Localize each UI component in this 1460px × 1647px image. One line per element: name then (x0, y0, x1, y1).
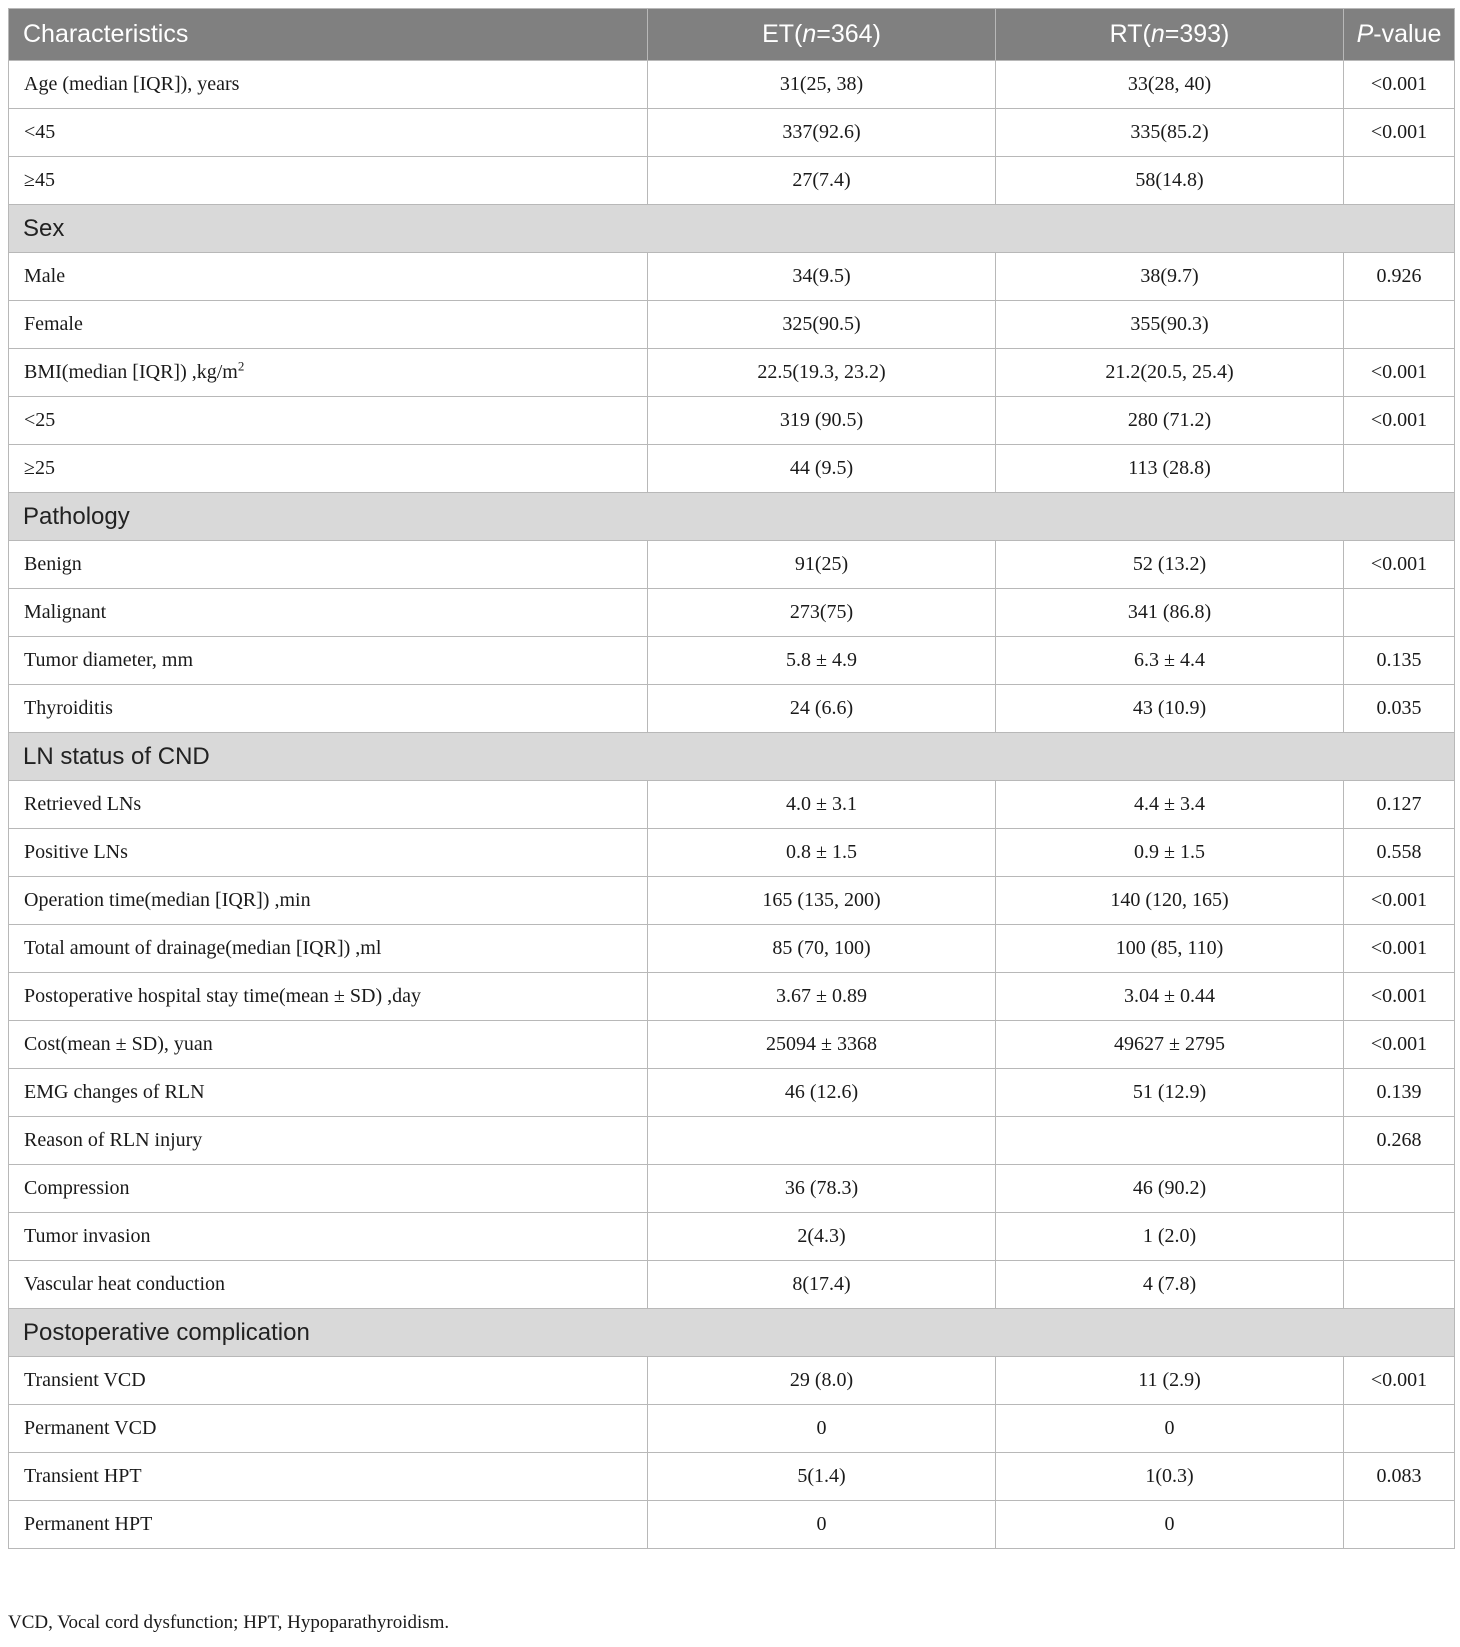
row-label-cell (9, 1405, 648, 1453)
p-value-cell (1344, 301, 1455, 349)
table-row (9, 397, 1455, 445)
row-label: Total amount of drainage(median [IQR]) ,ml (24, 937, 382, 959)
rt-value-cell: 52 (13.2) (996, 541, 1344, 589)
row-label: Tumor invasion (24, 1225, 151, 1247)
table-body (9, 61, 1455, 1549)
header-p-value (1344, 9, 1455, 61)
et-value-cell: 337(92.6) (648, 109, 996, 157)
row-label-cell (9, 253, 648, 301)
p-value-cell: 0.083 (1344, 1453, 1455, 1501)
row-label: Compression (24, 1177, 130, 1199)
et-value-cell: 91(25) (648, 541, 996, 589)
row-label: Cost(mean ± SD), yuan (24, 1033, 213, 1055)
row-label-cell (9, 397, 648, 445)
row-label: Benign (24, 553, 82, 575)
header-et (648, 9, 996, 61)
row-label-cell (9, 1357, 648, 1405)
header-characteristics: Characteristics (9, 9, 648, 61)
rt-value-cell: 49627 ± 2795 (996, 1021, 1344, 1069)
p-value-cell (1344, 589, 1455, 637)
p-value-cell: <0.001 (1344, 1357, 1455, 1405)
rt-value-cell: 46 (90.2) (996, 1165, 1344, 1213)
table-row (9, 637, 1455, 685)
row-label-cell (9, 541, 648, 589)
table-row (9, 1501, 1455, 1549)
p-value-cell: <0.001 (1344, 925, 1455, 973)
row-label: Female (24, 313, 83, 335)
table-row (9, 445, 1455, 493)
table-row (9, 1453, 1455, 1501)
p-value-cell: 0.926 (1344, 253, 1455, 301)
table-row (9, 1405, 1455, 1453)
header-rt (996, 9, 1344, 61)
table-header (9, 9, 1455, 61)
section-heading: Sex (9, 205, 1455, 253)
row-label: Operation time(median [IQR]) ,min (24, 889, 311, 911)
et-value-cell: 29 (8.0) (648, 1357, 996, 1405)
table-footnote: VCD, Vocal cord dysfunction; HPT, Hypoparathyroidism. (8, 1612, 450, 1633)
rt-value-cell (996, 1117, 1344, 1165)
section-heading: Pathology (9, 493, 1455, 541)
row-label: Tumor diameter, mm (24, 649, 194, 671)
header-et-prefix: ET( (762, 20, 803, 48)
row-label: Transient HPT (24, 1465, 142, 1487)
rt-value-cell: 4.4 ± 3.4 (996, 781, 1344, 829)
table-row (9, 685, 1455, 733)
p-value-cell (1344, 445, 1455, 493)
row-label-cell (9, 1261, 648, 1309)
p-value-cell: 0.135 (1344, 637, 1455, 685)
section-row (9, 493, 1455, 541)
table-row (9, 541, 1455, 589)
p-value-cell (1344, 1405, 1455, 1453)
header-et-n: n (802, 20, 817, 48)
p-value-cell (1344, 1501, 1455, 1549)
et-value-cell: 27(7.4) (648, 157, 996, 205)
table-row (9, 1021, 1455, 1069)
header-p-suffix: -value (1373, 20, 1442, 48)
et-value-cell: 3.67 ± 0.89 (648, 973, 996, 1021)
et-value-cell: 0 (648, 1501, 996, 1549)
row-label: <25 (24, 409, 56, 431)
characteristics-table-container (8, 8, 1454, 1549)
table-row (9, 877, 1455, 925)
header-rt-n: n (1150, 20, 1165, 48)
et-value-cell: 46 (12.6) (648, 1069, 996, 1117)
et-value-cell: 22.5(19.3, 23.2) (648, 349, 996, 397)
et-value-cell: 325(90.5) (648, 301, 996, 349)
row-label-cell (9, 1117, 648, 1165)
et-value-cell: 5.8 ± 4.9 (648, 637, 996, 685)
row-label-cell (9, 781, 648, 829)
et-value-cell: 8(17.4) (648, 1261, 996, 1309)
table-row (9, 925, 1455, 973)
row-label: ≥25 (24, 457, 55, 479)
table-row (9, 1261, 1455, 1309)
table-row (9, 301, 1455, 349)
characteristics-table (8, 8, 1455, 1549)
rt-value-cell: 51 (12.9) (996, 1069, 1344, 1117)
table-row (9, 253, 1455, 301)
et-value-cell: 36 (78.3) (648, 1165, 996, 1213)
rt-value-cell: 341 (86.8) (996, 589, 1344, 637)
p-value-cell: 0.558 (1344, 829, 1455, 877)
p-value-cell: <0.001 (1344, 109, 1455, 157)
p-value-cell: <0.001 (1344, 1021, 1455, 1069)
et-value-cell: 5(1.4) (648, 1453, 996, 1501)
row-label: Permanent VCD (24, 1417, 157, 1439)
rt-value-cell: 100 (85, 110) (996, 925, 1344, 973)
rt-value-cell: 0 (996, 1405, 1344, 1453)
row-label: Male (24, 265, 66, 287)
row-label-cell (9, 109, 648, 157)
row-label: Reason of RLN injury (24, 1129, 203, 1151)
header-rt-prefix: RT( (1109, 20, 1151, 48)
row-label: Thyroiditis (24, 697, 113, 719)
rt-value-cell: 11 (2.9) (996, 1357, 1344, 1405)
p-value-cell: <0.001 (1344, 349, 1455, 397)
p-value-cell: 0.035 (1344, 685, 1455, 733)
p-value-cell: 0.127 (1344, 781, 1455, 829)
section-heading: Postoperative complication (9, 1309, 1455, 1357)
et-value-cell: 0 (648, 1405, 996, 1453)
rt-value-cell: 43 (10.9) (996, 685, 1344, 733)
et-value-cell: 24 (6.6) (648, 685, 996, 733)
row-label: Postoperative hospital stay time(mean ± SD) ,day (24, 985, 422, 1007)
section-heading: LN status of CND (9, 733, 1455, 781)
row-label-cell (9, 301, 648, 349)
rt-value-cell: 21.2(20.5, 25.4) (996, 349, 1344, 397)
p-value-cell: <0.001 (1344, 61, 1455, 109)
p-value-cell (1344, 157, 1455, 205)
section-row (9, 1309, 1455, 1357)
row-label: Permanent HPT (24, 1513, 153, 1535)
row-label: Transient VCD (24, 1369, 146, 1391)
row-label-cell (9, 1453, 648, 1501)
p-value-cell (1344, 1165, 1455, 1213)
row-label: Age (median [IQR]), years (24, 73, 240, 95)
p-value-cell: <0.001 (1344, 973, 1455, 1021)
table-row (9, 973, 1455, 1021)
table-row (9, 157, 1455, 205)
row-label-cell (9, 685, 648, 733)
et-value-cell: 273(75) (648, 589, 996, 637)
et-value-cell: 319 (90.5) (648, 397, 996, 445)
header-p-italic: P (1356, 20, 1374, 48)
et-value-cell: 4.0 ± 3.1 (648, 781, 996, 829)
row-label-superscript: 2 (237, 358, 245, 374)
row-label: EMG changes of RLN (24, 1081, 205, 1103)
row-label-cell (9, 925, 648, 973)
et-value-cell: 0.8 ± 1.5 (648, 829, 996, 877)
section-row (9, 205, 1455, 253)
rt-value-cell: 1 (2.0) (996, 1213, 1344, 1261)
et-value-cell: 44 (9.5) (648, 445, 996, 493)
row-label: Malignant (24, 601, 107, 623)
rt-value-cell: 113 (28.8) (996, 445, 1344, 493)
section-row (9, 733, 1455, 781)
rt-value-cell: 3.04 ± 0.44 (996, 973, 1344, 1021)
row-label: <45 (24, 121, 56, 143)
row-label: ≥45 (24, 169, 55, 191)
table-row (9, 781, 1455, 829)
row-label-cell (9, 1165, 648, 1213)
table-row (9, 109, 1455, 157)
row-label-cell (9, 1021, 648, 1069)
rt-value-cell: 38(9.7) (996, 253, 1344, 301)
et-value-cell: 34(9.5) (648, 253, 996, 301)
et-value-cell: 31(25, 38) (648, 61, 996, 109)
row-label-cell (9, 829, 648, 877)
row-label: Retrieved LNs (24, 793, 142, 815)
row-label-cell (9, 1069, 648, 1117)
rt-value-cell: 6.3 ± 4.4 (996, 637, 1344, 685)
rt-value-cell: 4 (7.8) (996, 1261, 1344, 1309)
table-row (9, 1357, 1455, 1405)
p-value-cell (1344, 1261, 1455, 1309)
p-value-cell: 0.139 (1344, 1069, 1455, 1117)
row-label: BMI(median [IQR]) ,kg/m (24, 361, 238, 383)
row-label: Vascular heat conduction (24, 1273, 226, 1295)
row-label-cell (9, 637, 648, 685)
row-label-cell (9, 1213, 648, 1261)
rt-value-cell: 0.9 ± 1.5 (996, 829, 1344, 877)
row-label: Positive LNs (24, 841, 128, 863)
p-value-cell: <0.001 (1344, 541, 1455, 589)
row-label-cell (9, 157, 648, 205)
p-value-cell (1344, 1213, 1455, 1261)
rt-value-cell: 0 (996, 1501, 1344, 1549)
row-label-cell (9, 973, 648, 1021)
row-label-cell (9, 445, 648, 493)
row-label-cell (9, 589, 648, 637)
table-row (9, 1117, 1455, 1165)
table-row (9, 61, 1455, 109)
et-value-cell: 2(4.3) (648, 1213, 996, 1261)
et-value-cell: 25094 ± 3368 (648, 1021, 996, 1069)
row-label-cell (9, 1501, 648, 1549)
table-row (9, 589, 1455, 637)
header-row (9, 9, 1455, 61)
row-label-cell (9, 61, 648, 109)
row-label-cell (9, 877, 648, 925)
table-row (9, 1165, 1455, 1213)
et-value-cell (648, 1117, 996, 1165)
header-et-suffix: =364) (816, 20, 881, 48)
et-value-cell: 85 (70, 100) (648, 925, 996, 973)
p-value-cell: 0.268 (1344, 1117, 1455, 1165)
rt-value-cell: 1(0.3) (996, 1453, 1344, 1501)
rt-value-cell: 140 (120, 165) (996, 877, 1344, 925)
p-value-cell: <0.001 (1344, 397, 1455, 445)
rt-value-cell: 280 (71.2) (996, 397, 1344, 445)
et-value-cell: 165 (135, 200) (648, 877, 996, 925)
rt-value-cell: 335(85.2) (996, 109, 1344, 157)
table-row (9, 349, 1455, 397)
table-row (9, 1213, 1455, 1261)
rt-value-cell: 33(28, 40) (996, 61, 1344, 109)
header-rt-suffix: =393) (1164, 20, 1230, 48)
rt-value-cell: 355(90.3) (996, 301, 1344, 349)
row-label-cell (9, 349, 648, 397)
table-row (9, 1069, 1455, 1117)
rt-value-cell: 58(14.8) (996, 157, 1344, 205)
table-row (9, 829, 1455, 877)
p-value-cell: <0.001 (1344, 877, 1455, 925)
